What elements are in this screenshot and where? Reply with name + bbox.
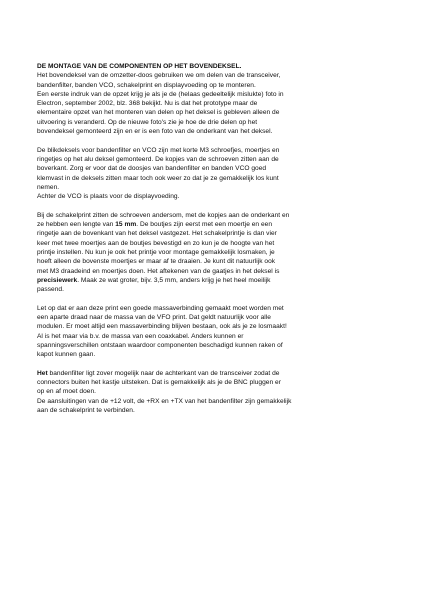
text-line: ringetje aan de bovenkant van het deksel vastgezet. Het schakelprintje is dan vier bbox=[37, 230, 277, 238]
text-line: spanningsverschillen ontstaan waardoor componenten beschadigd kunnen raken of bbox=[37, 341, 283, 349]
text-run: . Maak ze wat groter, bijv. 3,5 mm, anders krijg je het heel moeilijk bbox=[77, 276, 271, 284]
text-line: De blikdeksels voor bandenfilter en VCO zijn met korte M3 schroefjes, moertjes en bbox=[37, 146, 280, 154]
paragraph-schakelprint bbox=[37, 211, 404, 295]
paragraph-intro bbox=[37, 71, 404, 136]
text-line: Electron, september 2002, blz. 368 bekijkt. Nu is dat het prototype maar de bbox=[37, 100, 258, 108]
text-line: elementaire opzet van het monteren van delen op het deksel is gebleven alleen de bbox=[37, 109, 280, 117]
text-line bbox=[37, 220, 404, 229]
text-line: De aansluitingen van de +12 volt, de +RX en +TX van het bandenfilter zijn gemakkelijk bbox=[37, 397, 292, 405]
text-line: klemvast in de deksels zitten maar toch ook weer zo dat je ze gemakkelijk los kunt bbox=[37, 174, 279, 182]
text-line: op en af moet doen. bbox=[37, 388, 97, 396]
text-line: kapot kunnen gaan. bbox=[37, 351, 96, 359]
text-line: boverkant. Zorg er voor dat de doosjes van bandenfilter en banden VCO goed bbox=[37, 165, 267, 173]
text-line: bandenfilter, banden VCO, schakelprint en displayvoeding op te monteren. bbox=[37, 81, 256, 89]
text-line: Let op dat er aan deze print een goede massaverbinding gemaakt moet worden met bbox=[37, 304, 284, 312]
text-line: Het bovendeksel van de omzetter-doos gebruiken we om delen van de transceiver, bbox=[37, 72, 281, 80]
text-line bbox=[37, 369, 404, 378]
paragraph-massa bbox=[37, 304, 404, 360]
text-line: modulen. Er moet altijd een massaverbinding blijven bestaan, ook als je ze losmaakt! bbox=[37, 323, 287, 331]
text-run: . De boutjes zijn eerst met een moertje en een bbox=[136, 221, 273, 229]
text-line: ringetjes op het alu deksel gemonteerd. De kopjes van de schroeven zitten aan de bbox=[37, 155, 279, 163]
text-run: bandenfilter ligt zover mogelijk naar de achterkant van de transceiver zodat de bbox=[47, 369, 280, 377]
text-line: met M3 draadeind en moertjes doen. Het aftekenen van de gaatjes in het deksel is bbox=[37, 267, 280, 275]
paragraph-blikdeksels bbox=[37, 146, 404, 202]
bold-text: 15 mm bbox=[115, 221, 137, 229]
text-line: Een eerste indruk van de opzet krijg je als je de (helaas gedeeltelijk mislukte) foto in bbox=[37, 90, 284, 98]
text-line: bovendeksel gemonteerd zijn en er is een foto van de onderkant van het deksel. bbox=[37, 128, 273, 136]
text-line: nemen. bbox=[37, 183, 60, 191]
text-line: Al is het maar via b.v. de massa van een coaxkabel. Anders kunnen er bbox=[37, 332, 244, 340]
text-line: uitvoering is veranderd. Op de nieuwe foto's zie je hoe de drie delen op het bbox=[37, 118, 258, 126]
document-title: DE MONTAGE VAN DE COMPONENTEN OP HET BOVENDEKSEL. bbox=[37, 63, 242, 70]
text-line bbox=[37, 276, 404, 285]
bold-text: precisiewerk bbox=[37, 276, 78, 284]
text-line: Achter de VCO is plaats voor de displayvoeding. bbox=[37, 193, 180, 201]
text-line: connectors buiten het kastje uitsteken. Dat is gemakkelijk als je de BNC pluggen er bbox=[37, 379, 281, 387]
text-run: ze hebben een lengte van bbox=[37, 221, 116, 229]
paragraph-bandenfilter bbox=[37, 369, 404, 415]
text-line: een aparte draad naar de massa van de VFO print. Dat geldt natuurlijk voor alle bbox=[37, 314, 271, 322]
text-line: aan de schakelprint te verbinden. bbox=[37, 406, 135, 414]
text-line: Bij de schakelprint zitten de schroeven andersom, met de kopjes aan de onderkant en bbox=[37, 211, 290, 219]
text-line: passend. bbox=[37, 286, 64, 294]
text-line: printje instellen. Nu kun je ook het printje voor montage gemakkelijk losmaken, je bbox=[37, 248, 275, 256]
bold-text: Het bbox=[37, 369, 48, 377]
text-line: keer met twee moertjes aan de boutjes bevestigd en zo kun je de hoogte van het bbox=[37, 239, 275, 247]
text-line: hoeft alleen de bovenste moertjes er maar af te draaien. Je kunt dit natuurlijk ook bbox=[37, 258, 276, 266]
